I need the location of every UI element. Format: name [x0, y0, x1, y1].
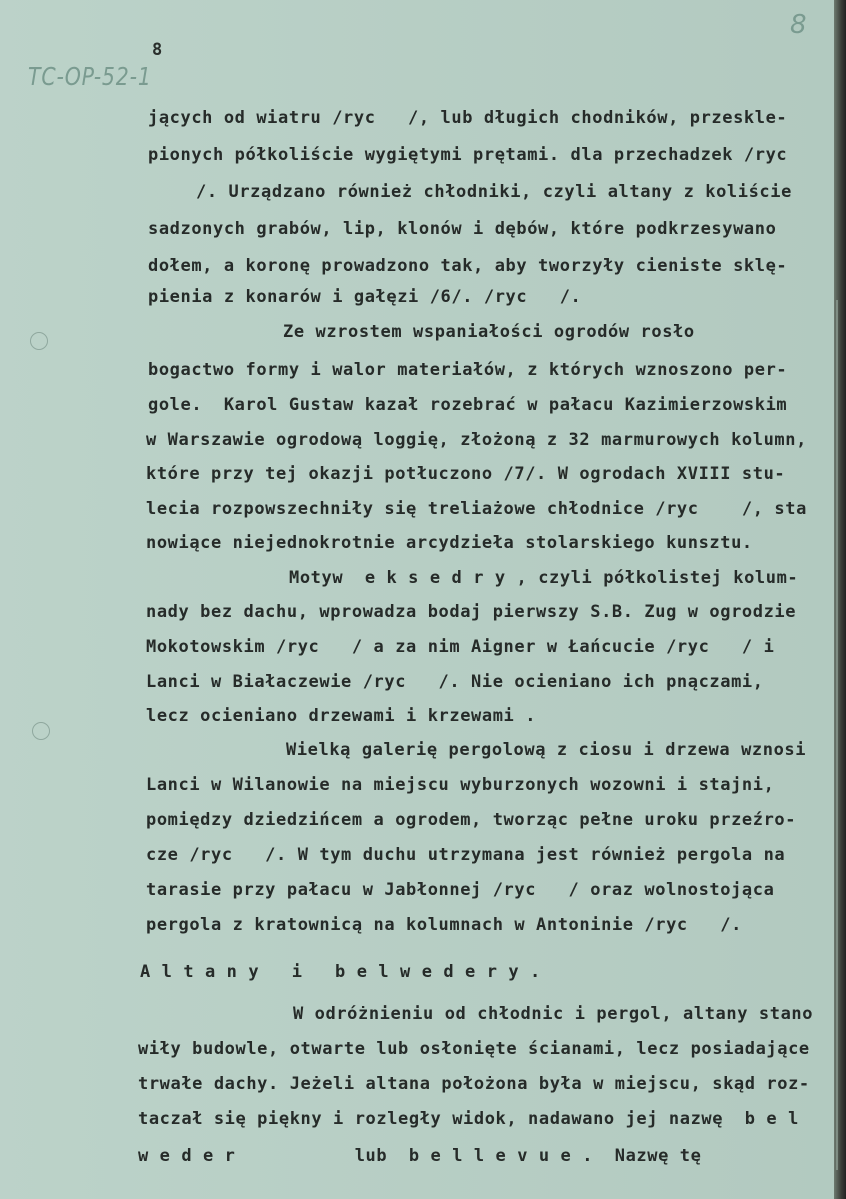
text-line: Lanci w Białaczewie /ryc /. Nie ocieniano ich pnączami, — [146, 672, 764, 692]
handwritten-reference: TC-OP-52-1 — [28, 62, 152, 91]
text-line: nady bez dachu, wprowadza bodaj pierwszy S.B. Zug w ogrodzie — [146, 602, 797, 622]
typed-page-number: 8 — [152, 40, 163, 60]
text-line: które przy tej okazji potłuczono /7/. W ogrodach XVIII stu- — [146, 464, 786, 484]
text-line: pomiędzy dziedzińcem a ogrodem, tworząc pełne uroku przeźro- — [146, 810, 797, 830]
text-line: Ze wzrostem wspaniałości ogrodów rosło — [283, 322, 695, 342]
text-line: tarasie przy pałacu w Jabłonnej /ryc / oraz wolnostojąca — [146, 880, 775, 900]
text-line: taczał się piękny i rozległy widok, nadawano jej nazwę b e l — [138, 1109, 799, 1129]
text-line: lecz ocieniano drzewami i krzewami . — [146, 706, 537, 726]
text-line: Lanci w Wilanowie na miejscu wyburzonych wozowni i stajni, — [146, 775, 775, 795]
page-edge-line — [836, 300, 838, 1170]
text-line: wiły budowle, otwarte lub osłonięte ścianami, lecz posiadające — [138, 1039, 810, 1059]
text-line: nowiące niejednokrotnie arcydzieła stolarskiego kunsztu. — [146, 533, 753, 553]
section-heading: A l t a n y i b e l w e d e r y . — [140, 962, 541, 982]
text-line: pionych półkoliście wygiętymi prętami. dla przechadzek /ryc — [148, 145, 788, 165]
text-line: w Warszawie ogrodową loggię, złożoną z 32 marmurowych kolumn, — [146, 430, 807, 450]
handwritten-page-number: 8 — [790, 10, 807, 40]
text-line: jących od wiatru /ryc /, lub długich chodników, przeskle- — [148, 108, 788, 128]
text-line: sadzonych grabów, lip, klonów i dębów, które podkrzesywano — [148, 219, 777, 239]
text-line: lecia rozpowszechniły się treliażowe chłodnice /ryc /, sta — [146, 499, 807, 519]
text-line: Wielką galerię pergolową z ciosu i drzewa wznosi — [286, 740, 807, 760]
text-line: trwałe dachy. Jeżeli altana położona była w miejscu, skąd roz- — [138, 1074, 810, 1094]
text-line: pergola z kratownicą na kolumnach w Antoninie /ryc /. — [146, 915, 742, 935]
text-line: pienia z konarów i gałęzi /6/. /ryc /. — [148, 287, 582, 307]
text-line: /. Urządzano również chłodniki, czyli altany z koliście — [196, 182, 792, 202]
text-line: bogactwo formy i walor materiałów, z których wznoszono per- — [148, 360, 788, 380]
text-line: W odróżnieniu od chłodnic i pergol, altany stano — [293, 1004, 814, 1024]
text-line: dołem, a koronę prowadzono tak, aby tworzyły cieniste sklę- — [148, 256, 788, 276]
text-line: cze /ryc /. W tym duchu utrzymana jest również pergola na — [146, 845, 786, 865]
text-line: w e d e r lub b e l l e v u e . Nazwę tę — [138, 1146, 702, 1166]
text-line: Motyw e k s e d r y , czyli półkolistej kolum- — [289, 568, 799, 588]
text-line: gole. Karol Gustaw kazał rozebrać w pałacu Kazimierzowskim — [148, 395, 788, 415]
text-line: Mokotowskim /ryc / a za nim Aigner w Łańcucie /ryc / i — [146, 637, 775, 657]
